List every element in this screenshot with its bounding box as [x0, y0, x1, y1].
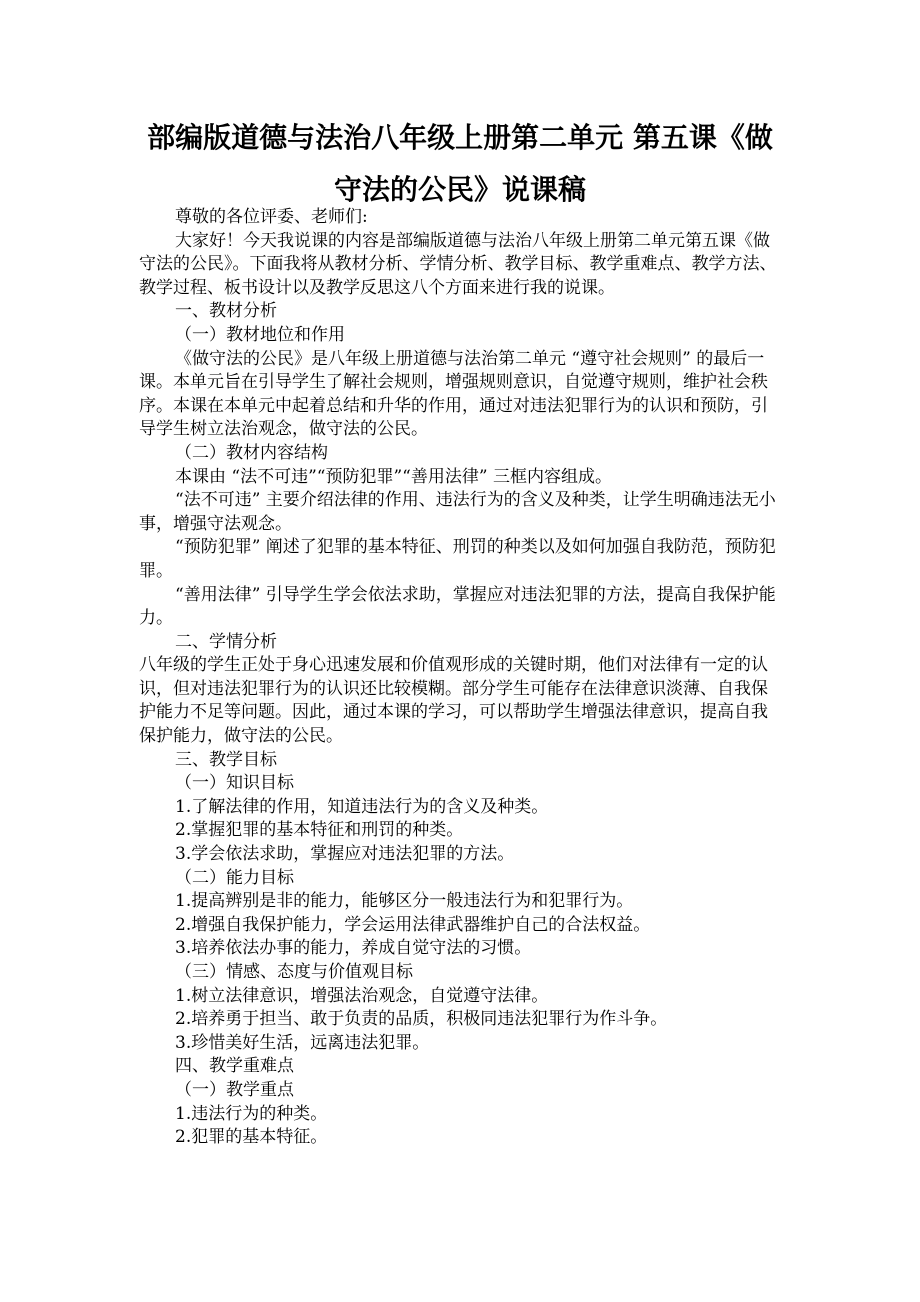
- intro-paragraph: 大家好！今天我说课的内容是部编版道德与法治八年级上册第二单元第五课《做守法的公民》。下面我将从教材分析、学情分析、教学目标、教学重难点、教学方法、教学过程、板书设计以及教学反思这八个方面来进行我的说课。: [139, 230, 777, 298]
- title-line-1: 部编版道德与法治八年级上册第二单元 第五课《做: [147, 121, 773, 154]
- list-item: 1.违法行为的种类。: [175, 1103, 328, 1124]
- body-paragraph: 八年级的学生正处于身心迅速发展和价值观形成的关键时期，他们对法律有一定的认识，但对违法犯罪行为的认识还比较模糊。部分学生可能存在法律意识淡薄、自我保护能力不足等问题。因此，通过本课的学习，可以帮助学生增强法律意识，提高自我保护能力，做守法的公民。: [139, 655, 768, 747]
- subsection-heading: （三）情感、态度与价值观目标: [175, 962, 413, 982]
- subsection-heading: （一）知识目标: [175, 773, 294, 794]
- list-item: 3.培养依法办事的能力，养成自觉守法的习惯。: [175, 938, 532, 959]
- list-item: 2.培养勇于担当、敢于负责的品质，积极同违法犯罪行为作斗争。: [175, 1009, 668, 1030]
- body-paragraph: “法不可违” 主要介绍法律的作用、违法行为的含义及种类，让学生明确违法无小事，增强守法观念。: [139, 490, 776, 534]
- subsection-heading: （二）教材内容结构: [175, 442, 328, 463]
- list-item: 2.犯罪的基本特征。: [175, 1127, 328, 1148]
- list-item: 2.掌握犯罪的基本特征和刑罚的种类。: [175, 820, 464, 841]
- subsection-heading: （一）教材地位和作用: [175, 324, 345, 345]
- title-line-2: 守法的公民》说课稿: [333, 173, 586, 206]
- section-heading: 四、教学重难点: [175, 1056, 294, 1077]
- body-paragraph: 《做守法的公民》是八年级上册道德与法治第二单元 “遵守社会规则” 的最后一课。本单元旨在引导学生了解社会规则，增强规则意识，自觉遵守规则，维护社会秩序。本课在本单元中起着总结和升华的作用，通过对违法犯罪行为的认识和预防，引导学生树立法治观念，做守法的公民。: [139, 348, 768, 440]
- section-heading: 三、教学目标: [175, 749, 277, 770]
- list-item: 1.了解法律的作用，知道违法行为的含义及种类。: [175, 796, 549, 817]
- salutation: 尊敬的各位评委、老师们:: [175, 207, 368, 227]
- section-heading: 二、学情分析: [175, 631, 277, 652]
- document-title: [120, 112, 800, 216]
- subsection-heading: （二）能力目标: [175, 867, 294, 888]
- list-item: 3.珍惜美好生活，远离违法犯罪。: [175, 1032, 430, 1053]
- body-paragraph: 本课由 “法不可违”“预防犯罪”“善用法律” 三框内容组成。: [175, 466, 612, 487]
- body-paragraph: “预防犯罪” 阐述了犯罪的基本特征、刑罚的种类以及如何加强自我防范，预防犯罪。: [139, 537, 776, 581]
- subsection-heading: （一）教学重点: [175, 1079, 294, 1100]
- body-paragraph: “善用法律” 引导学生学会依法求助，掌握应对违法犯罪的方法，提高自我保护能力。: [139, 584, 776, 629]
- list-item: 1.树立法律意识，增强法治观念，自觉遵守法律。: [175, 985, 549, 1006]
- list-item: 1.提高辨别是非的能力，能够区分一般违法行为和犯罪行为。: [175, 891, 634, 912]
- list-item: 3.学会依法求助，掌握应对违法犯罪的方法。: [175, 844, 515, 865]
- list-item: 2.增强自我保护能力，学会运用法律武器维护自己的合法权益。: [175, 914, 651, 935]
- document-body: [139, 206, 784, 1150]
- section-heading: 一、教材分析: [175, 301, 277, 322]
